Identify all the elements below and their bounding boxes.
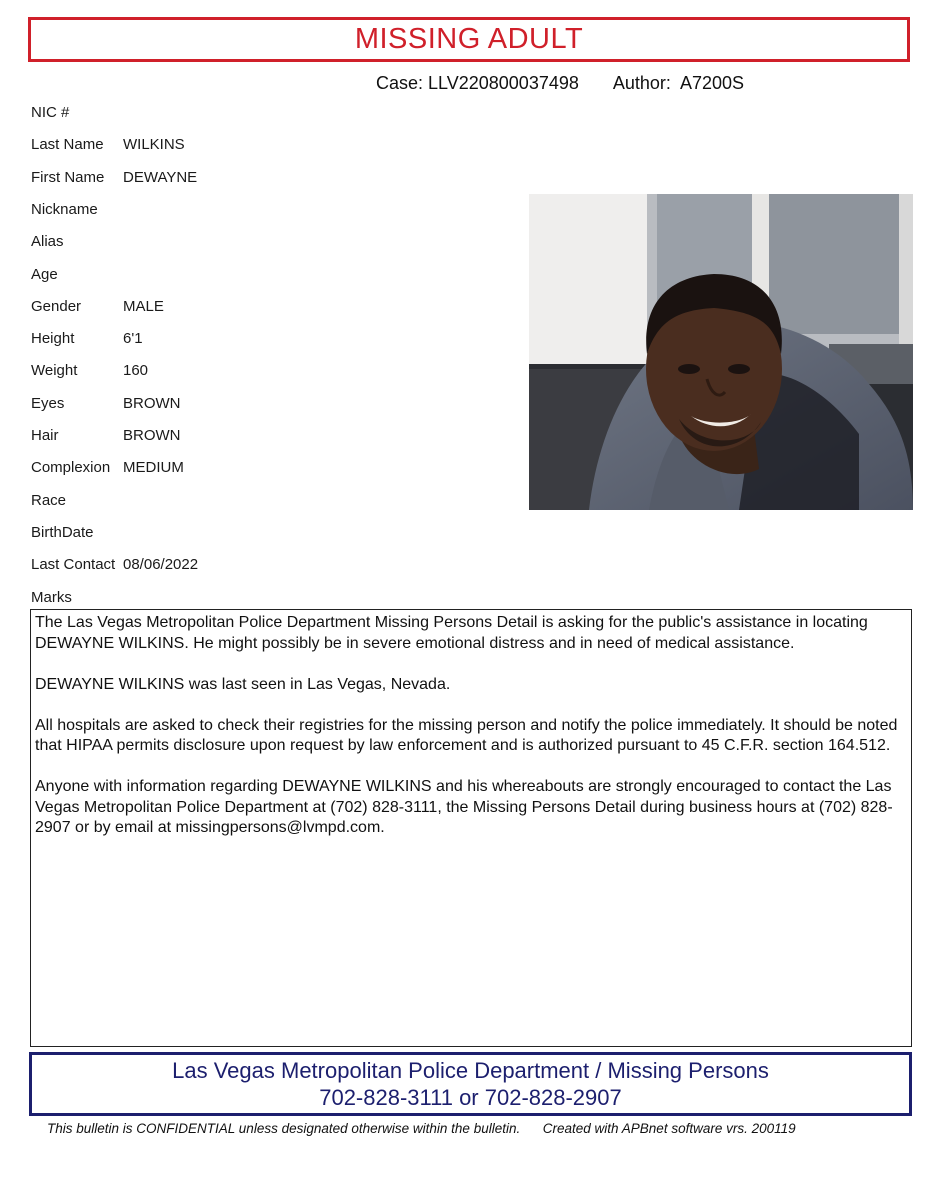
field-label: Eyes — [31, 394, 65, 412]
field-value: 6'1 — [123, 330, 143, 348]
case-label: Case: — [376, 73, 424, 93]
narrative-paragraph: The Las Vegas Metropolitan Police Department Missing Persons Detail is asking for the public's assistance in locating DEWAYNE WILKINS. He might possibly be in severe emotional distress and in need of medical assistance. — [35, 614, 868, 652]
field-value: BROWN — [123, 394, 181, 412]
field-value: MALE — [123, 297, 164, 315]
field-value: WILKINS — [123, 136, 185, 154]
software-credit: Created with APBnet software vrs. 200119 — [542, 1121, 796, 1136]
narrative-paragraph: Anyone with information regarding DEWAYNE WILKINS and his whereabouts are strongly encouraged to contact the Las Vegas Metropolitan Police Department at (702) 828-3111, the Missing Persons Detail during business hours at (702) 828-2907 or by email at missingpersons@lvmpd.com. — [35, 778, 893, 836]
field-label: Alias — [31, 233, 64, 251]
contact-phones: 702-828-3111 or 702-828-2907 — [319, 1085, 622, 1110]
case-number: LLV220800037498 — [428, 73, 579, 93]
field-label: Last Contact — [31, 556, 116, 574]
department-name: Las Vegas Metropolitan Police Department / Missing Persons — [172, 1058, 769, 1083]
field-label: Last Name — [31, 136, 104, 154]
field-label: Marks — [31, 588, 72, 606]
contact-banner — [29, 1052, 912, 1116]
field-label: Race — [31, 491, 67, 509]
field-label: Weight — [31, 362, 78, 380]
author-id: A7200S — [679, 73, 745, 93]
narrative-paragraph: All hospitals are asked to check their registries for the missing person and notify the police immediately. It should be noted that HIPAA permits disclosure upon request by law enforcement and is authorized pursuant to 45 C.F.R. section 164.512. — [35, 716, 898, 754]
field-label: Complexion — [31, 459, 111, 477]
field-value: BROWN — [123, 427, 181, 444]
narrative-paragraph: DEWAYNE WILKINS was last seen in Las Vegas, Nevada. — [35, 675, 451, 693]
case-info — [376, 73, 744, 94]
confidential-notice: This bulletin is CONFIDENTIAL unless designated otherwise within the bulletin. — [47, 1121, 521, 1136]
field-label: Height — [31, 330, 75, 348]
field-label: Gender — [31, 297, 82, 315]
field-label: Hair — [31, 427, 59, 444]
field-value: DEWAYNE — [123, 168, 198, 186]
narrative-text-box — [30, 609, 912, 1047]
field-label: BirthDate — [31, 523, 94, 541]
title-banner — [28, 17, 910, 62]
field-label: First Name — [31, 168, 105, 186]
page-title: MISSING ADULT — [354, 23, 584, 55]
field-label: NIC # — [31, 104, 70, 121]
field-label: Age — [31, 265, 58, 283]
missing-person-photo — [529, 194, 913, 510]
author-label: Author: — [612, 73, 671, 93]
disclaimer-line — [47, 1121, 907, 1136]
field-value: 08/06/2022 — [123, 556, 199, 574]
field-label: Nickname — [31, 200, 98, 218]
field-value: 160 — [123, 362, 149, 380]
field-value: MEDIUM — [123, 459, 184, 477]
